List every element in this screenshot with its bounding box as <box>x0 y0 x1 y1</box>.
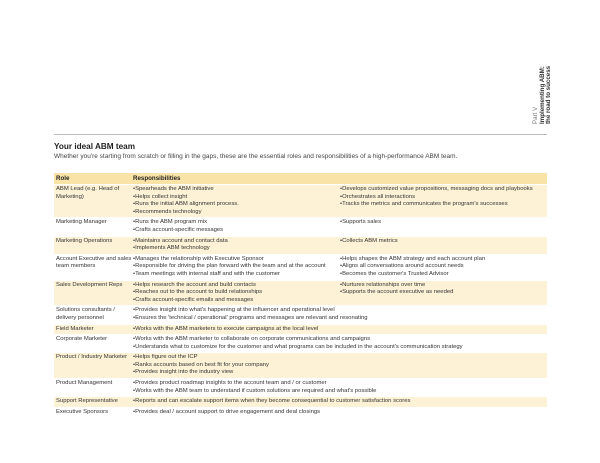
bullet-icon: • <box>133 208 136 215</box>
responsibilities-cell <box>133 307 547 322</box>
responsibilities-cell <box>133 398 547 406</box>
role-cell: Solutions consultants / delivery personnel <box>56 307 115 321</box>
table-row <box>54 353 547 379</box>
bullet-icon: • <box>133 270 136 277</box>
responsibility-item <box>133 354 547 362</box>
table-row <box>54 335 547 353</box>
responsibility-item <box>133 336 547 344</box>
responsibility-item <box>133 326 547 334</box>
responsibility-text: Maintains account and contact data <box>135 237 228 244</box>
responsibility-column <box>133 307 547 322</box>
responsibility-text: Reaches out to the account to build relationships <box>135 289 263 296</box>
table-row <box>54 237 547 255</box>
responsibility-column <box>133 354 547 377</box>
responsibility-text: Provides insight into the industry view <box>135 369 234 376</box>
responsibility-item <box>133 193 343 202</box>
responsibility-column <box>133 255 343 279</box>
section-side-label <box>532 44 553 124</box>
bullet-icon: • <box>133 387 136 394</box>
table-header <box>54 173 547 185</box>
bullet-icon: • <box>340 270 343 277</box>
responsibility-item <box>340 219 547 227</box>
table-row <box>54 408 547 419</box>
responsibility-text: Runs the initial ABM alignment process. <box>135 201 239 208</box>
responsibility-text: Spearheads the ABM initiative <box>135 186 214 192</box>
responsibility-text: Runs the ABM program mix <box>135 219 208 226</box>
responsibility-item <box>133 409 547 417</box>
table-row <box>54 281 547 307</box>
responsibility-item <box>340 238 547 246</box>
responsibilities-cell <box>133 282 547 305</box>
responsibility-column <box>133 409 547 417</box>
bullet-icon: • <box>133 398 136 405</box>
responsibility-item <box>133 245 340 253</box>
responsibility-item <box>340 282 547 290</box>
responsibility-text: Helps shapes the ABM strategy and each account plan <box>342 255 486 262</box>
responsibility-item <box>340 271 547 279</box>
bullet-icon: • <box>133 354 136 361</box>
responsibility-text: Helps collect insight <box>135 193 188 200</box>
responsibility-text: Supports sales <box>342 219 382 226</box>
bullet-icon: • <box>340 237 343 244</box>
responsibility-item <box>133 398 547 406</box>
responsibility-text: Nurtures relationships over time <box>342 281 426 288</box>
responsibilities-cell <box>133 380 547 395</box>
responsibility-text: Crafts account-specific messages <box>135 226 224 233</box>
responsibility-column <box>340 238 547 253</box>
responsibility-item <box>133 297 340 305</box>
role-cell: Marketing Manager <box>56 219 107 226</box>
role-cell: Account Executive and sales team members <box>56 255 132 270</box>
bullet-icon: • <box>133 281 136 288</box>
responsibilities-cell <box>133 409 547 417</box>
responsibility-item <box>133 380 547 388</box>
table-row <box>54 255 547 281</box>
responsibility-column <box>340 256 547 279</box>
responsibility-text: Manages the relationship with Executive Sponsor <box>135 255 264 262</box>
bullet-icon: • <box>340 263 343 270</box>
bullet-icon: • <box>133 296 136 303</box>
responsibility-text: Implements ABM technology <box>135 245 210 252</box>
side-title-line2: the road to success <box>545 65 553 124</box>
responsibility-column <box>133 336 547 351</box>
role-cell: Marketing Operations <box>56 237 113 244</box>
bullet-icon: • <box>133 219 136 226</box>
responsibility-text: Orchestrates all interactions <box>342 193 416 200</box>
responsibility-item <box>133 186 343 194</box>
bullet-icon: • <box>133 380 136 387</box>
role-cell: Product / Industry Marketer <box>56 354 128 361</box>
responsibility-text: Tracks the metrics and communicates the program's successes <box>342 201 508 208</box>
responsibilities-cell <box>133 256 547 279</box>
bullet-icon: • <box>133 369 136 376</box>
responsibility-item <box>133 315 547 323</box>
responsibility-text: Ranks accounts based on best fit for your company <box>135 361 269 368</box>
bullet-icon: • <box>133 201 136 208</box>
responsibility-column <box>133 326 547 334</box>
page-title: Your ideal ABM team <box>54 142 135 151</box>
bullet-icon: • <box>133 186 136 192</box>
responsibility-text: Supports the account executive as needed <box>342 289 454 296</box>
responsibility-item <box>133 201 343 209</box>
bullet-icon: • <box>340 255 343 262</box>
responsibility-text: Ensures the 'technical / operational' programs and messages are relevant and resonating <box>135 314 368 321</box>
bullet-icon: • <box>133 263 136 270</box>
responsibility-text: Reports and can escalate support items when they become consequential to customer satisfaction scores <box>135 398 411 405</box>
responsibility-item <box>133 237 343 246</box>
responsibility-item <box>133 307 547 315</box>
bullet-icon: • <box>340 201 343 208</box>
table-row <box>54 218 547 236</box>
table-row <box>54 379 547 397</box>
table-row <box>54 185 547 218</box>
responsibility-item <box>340 186 547 194</box>
responsibility-column <box>133 281 343 305</box>
role-cell: Field Marketer <box>56 325 94 332</box>
responsibility-text: Helps figure out the ICP <box>135 354 198 361</box>
responsibility-column <box>340 282 547 305</box>
bullet-icon: • <box>340 193 343 200</box>
bullet-icon: • <box>340 219 343 226</box>
table-row <box>54 397 547 408</box>
responsibility-item <box>133 369 547 377</box>
responsibility-text: Responsible for driving the plan forward with the team and at the account <box>135 263 326 270</box>
responsibility-text: Recommends technology <box>135 208 202 215</box>
header-role: Role <box>56 174 70 182</box>
responsibility-item <box>133 388 547 396</box>
bullet-icon: • <box>133 193 136 200</box>
responsibility-text: Works with the ABM team to understand if custom solutions are required and what's possible <box>135 387 377 394</box>
responsibilities-cell <box>133 354 547 377</box>
responsibility-item <box>133 344 547 352</box>
responsibility-column <box>133 380 547 395</box>
responsibility-text: Team meetings with internal staff and with the customer <box>135 270 280 277</box>
page-subtitle: Whether you're starting from scratch or filling in the gaps, these are the essential roles and responsibilities of a high-performance ABM team. <box>54 153 458 160</box>
header-responsibilities: Responsibilities <box>133 174 181 182</box>
responsibility-item <box>133 289 343 297</box>
bullet-icon: • <box>133 226 136 233</box>
bullet-icon: • <box>133 245 136 252</box>
responsibility-text: Provides product roadmap insights to the account team and / or customer <box>135 380 327 387</box>
bullet-icon: • <box>133 314 136 321</box>
responsibility-item <box>340 289 547 297</box>
responsibility-text: Collects ABM metrics <box>342 237 398 244</box>
bullet-icon: • <box>340 281 343 288</box>
role-cell: Executive Sponsors <box>56 408 109 415</box>
role-cell: Product Management <box>56 380 113 387</box>
responsibility-item <box>133 219 343 227</box>
responsibility-item <box>133 362 547 370</box>
responsibility-item <box>340 194 547 202</box>
bullet-icon: • <box>340 289 343 296</box>
responsibility-text: Works with the ABM marketers to execute campaigns at the local level <box>135 325 319 332</box>
responsibility-column <box>133 237 343 253</box>
responsibility-text: Helps research the account and build contacts <box>135 281 256 288</box>
bullet-icon: • <box>133 289 136 296</box>
responsibility-column <box>133 398 547 406</box>
role-cell: Sales Development Reps <box>56 281 123 288</box>
responsibility-text: Provides deal / account support to drive engagement and deal closings <box>135 408 321 415</box>
responsibility-item <box>340 263 547 271</box>
responsibility-item <box>133 209 340 217</box>
bullet-icon: • <box>133 255 136 262</box>
responsibility-text: Aligns all conversations around account needs <box>342 263 464 270</box>
bullet-icon: • <box>133 343 136 350</box>
side-title-line1: Implementing ABM: <box>538 66 546 124</box>
table-row <box>54 306 547 324</box>
responsibility-column <box>340 186 547 216</box>
responsibility-item <box>133 270 343 279</box>
responsibility-text: Understands what to customize for the customer and what programs can be included in the account's communication strategy <box>135 343 463 350</box>
responsibility-column <box>340 219 547 234</box>
responsibilities-cell <box>133 238 547 253</box>
abm-team-table <box>54 173 547 418</box>
divider <box>54 134 547 135</box>
responsibilities-cell <box>133 219 547 234</box>
table-row <box>54 325 547 336</box>
responsibility-item <box>340 201 547 209</box>
responsibilities-cell <box>133 326 547 334</box>
responsibility-text: Works with the ABM marketer to collaborate on corporate communications and campaigns <box>135 336 371 343</box>
responsibility-text: Develops customized value propositions, messaging docs and playbooks <box>342 186 533 192</box>
bullet-icon: • <box>133 237 136 244</box>
responsibility-item <box>340 256 547 264</box>
responsibilities-cell <box>133 336 547 351</box>
bullet-icon: • <box>133 408 136 415</box>
side-part-label: Part V <box>532 106 539 124</box>
responsibility-item <box>133 263 343 271</box>
responsibility-column <box>133 219 343 234</box>
responsibility-column <box>133 186 343 216</box>
role-cell: Support Representative <box>56 398 118 405</box>
role-cell: Corporate Marketer <box>56 336 108 343</box>
responsibility-item <box>133 227 340 235</box>
responsibility-item <box>133 255 343 264</box>
bullet-icon: • <box>340 186 343 192</box>
bullet-icon: • <box>133 307 136 314</box>
responsibility-text: Crafts account-specific emails and messages <box>135 296 254 303</box>
responsibility-text: Provides insight into what's happening at the influencer and operational level <box>135 307 335 314</box>
responsibility-item <box>133 281 343 290</box>
responsibilities-cell <box>133 186 547 216</box>
responsibility-text: Becomes the customer's Trusted Advisor <box>342 270 449 277</box>
role-cell: ABM Lead (e.g. Head of Marketing) <box>56 186 120 200</box>
bullet-icon: • <box>133 336 136 343</box>
bullet-icon: • <box>133 361 136 368</box>
bullet-icon: • <box>133 325 136 332</box>
